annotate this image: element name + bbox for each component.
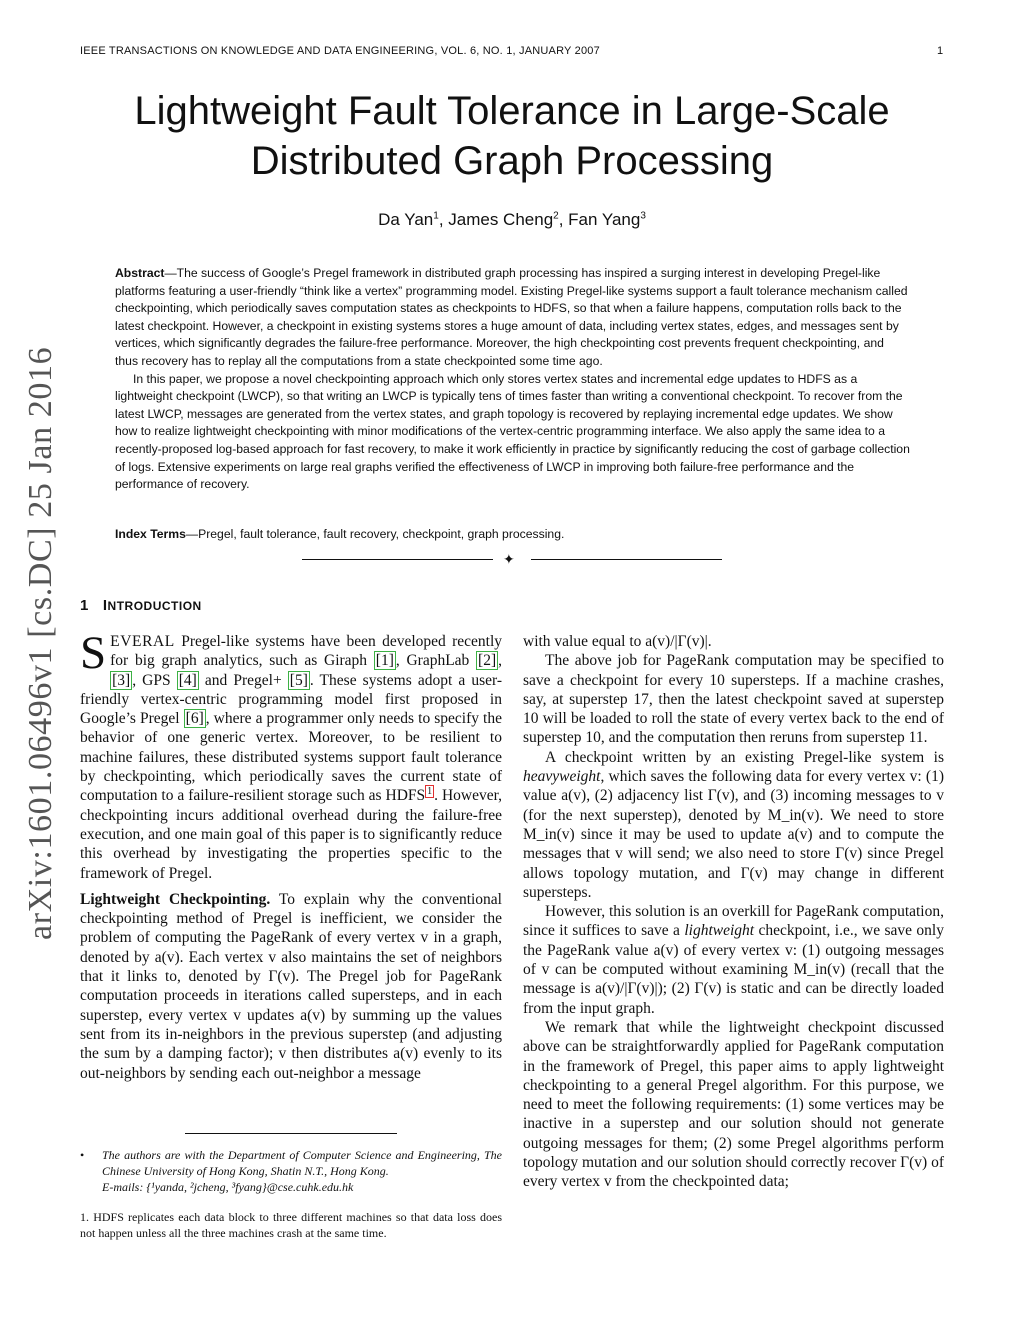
author-list: Da Yan$^1$, James Cheng$^2$, Fan Yang$^3$ [378, 210, 646, 229]
author-affil-mark: 2 [553, 210, 559, 222]
author-name: Da Yan [378, 210, 434, 229]
citation-link[interactable]: [5] [289, 671, 308, 689]
emphasis: lightweight [684, 922, 755, 940]
footnote-rule [185, 1133, 397, 1134]
right-column [523, 632, 944, 1192]
paragraph-heading: Lightweight Checkpointing. [80, 890, 271, 908]
title-line-2: Distributed Graph Processing [250, 139, 774, 183]
citation-link[interactable]: [4] [178, 671, 197, 689]
index-terms-label: Index Terms [115, 527, 186, 541]
abstract [115, 265, 910, 494]
citation-link[interactable]: [3] [112, 671, 131, 689]
section-title-initial: I [102, 597, 108, 614]
text-run: However, this solution is an overkill for PageRank computation, since it suffices to save a [523, 903, 944, 940]
right-paragraph-2: The above job for PageRank computation may be specified to save a checkpoint for every 10 supersteps. If a machine crashes, say, at superstep 17, then the latest checkpoint saved at superstep 10 will be loaded to roll the state of every vertex back to the end of superstep 10, and the computation then reruns from superstep 11. [523, 652, 944, 747]
citation-link[interactable]: [6] [185, 710, 204, 728]
footnote-1: 1. HDFS replicates each data block to three different machines so that data loss does not happen unless all the three machines crash at the same time. [80, 1210, 502, 1240]
text-run: , where a programmer only needs to specify the behavior of one generic vertex. Moreover, to be resilient to machine failures, these distributed systems support fault tolerance by checkpointing, which periodically saves the current state of computation to a failure-resilient storage such as HDFS [80, 710, 502, 805]
text-run: To explain why the conventional checkpointing method of Pregel is inefficient, we consider the problem of computing the PageRank of every vertex v in a graph, denoted by a(v). Each vertex v also maintains the set of neighbors that it links to, denoted by Γ(v). The Pregel job for PageRank computation proceeds in iterations called supersteps, and in each superstep, every vertex v updates a(v) by summing up the values sent from its in-neighbors in the previous superstep (and adjusting the sum by a damping factor); v then distributes a(v) evenly to its out-neighbors by sending each out-neighbor a message [80, 890, 502, 1082]
text-run: A checkpoint written by an existing Pregel-like system is [545, 748, 944, 766]
opening-small-caps: EVERAL [110, 633, 175, 650]
section-divider-right [531, 559, 722, 560]
author-affil-mark: 3 [640, 210, 646, 222]
author-name: Fan Yang [568, 210, 641, 229]
bullet-icon: • [80, 1148, 85, 1162]
paper-title [0, 86, 1024, 186]
abstract-paragraph-1: —The success of Google’s Pregel framework in distributed graph processing has inspired a surging interest in developing Pregel-like platforms featuring a user-friendly “think like a vertex” programming model. Existing Pregel-like systems support a fault tolerance mechanism called checkpointing, which periodically saves computation states as checkpoints to HDFS, so that when a failure happens, computation rolls back to the latest checkpoint. However, a checkpoint in existing systems stores a huge amount of data, including vertex states, edges, and messages sent by vertices, which significantly degrades the failure-free performance. Moreover, the high checkpointing cost prevents frequent checkpointing, and thus recovery has to replay all the computations from a state checkpointed some time ago. [115, 266, 908, 368]
emphasis: heavyweight [523, 768, 601, 786]
section-title-rest: NTRODUCTION [107, 599, 202, 613]
drop-cap: S [80, 627, 107, 679]
right-paragraph-1: with value equal to a(v)/|Γ(v)|. [523, 633, 712, 650]
divider-ornament-icon: ✦ [503, 551, 515, 567]
text-run: checkpoint, i.e., we save only the PageRank value a(v) of every vertex v: (1) outgoing messages of v can be computed without examining M_in(v) (recall that the message is a(v)/|Γ(v)|); (2) Γ(v) is static and can be directly loaded from the input graph. [523, 922, 944, 1017]
intro-paragraph-1 [80, 627, 503, 883]
author-affiliation-note [80, 1147, 502, 1195]
abstract-paragraph-2: In this paper, we propose a novel checkpointing approach which only stores vertex states and incremental edge updates to HDFS as a lightweight checkpoint (LWCP), so that writing an LWCP is typically tens of times faster than writing a conventional checkpoint. To recover from the latest LWCP, messages are generated from the vertex states, and graph topology is recovered by replaying incremental edge updates. We show how to realize lightweight checkpointing with minor modifications of the vertex-centric programming interface. We also apply the same idea to a recently-proposed log-based approach for fast recovery, to make it work efficiently in practice by significantly reducing the cost of garbage collection of logs. Extensive experiments on large real graphs verified the effectiveness of LWCP in improving both failure-free performance and the performance of recovery. [115, 371, 910, 492]
author-affil-mark: 1 [433, 210, 439, 222]
affiliation-text: The authors are with the Department of Computer Science and Engineering, The Chinese University of Hong Kong, Shatin N.T., Hong Kong. [102, 1148, 502, 1178]
text-run: , GPS [132, 671, 177, 689]
section-divider-left [302, 559, 493, 560]
index-terms-text: —Pregel, fault tolerance, fault recovery, checkpoint, graph processing. [185, 527, 565, 541]
text-run: , [498, 652, 502, 670]
right-paragraph-3 [523, 748, 944, 902]
page-number: 1 [937, 45, 944, 57]
author-name: James Cheng [448, 210, 554, 229]
citation-link[interactable]: [2] [478, 652, 497, 670]
intro-paragraph-2 [80, 890, 502, 1083]
text-run: Pregel-like systems have been developed recently for big graph analytics, such as Giraph [110, 633, 502, 670]
text-run: , which saves the following data for every vertex v: (1) value a(v), (2) adjacency list Γ(v), and (3) incoming messages to v (for the next superstep), denoted by M_in(v). We need to store M_in(v) since it may be used to update a(v) and to compute the messages that v will send; we also need to store Γ(v) since Pregel allows topology mutation, and Γ(v) may change in different supersteps. [523, 768, 944, 901]
right-paragraph-5: We remark that while the lightweight checkpoint discussed above can be straightforwardly applied for PageRank computation in the framework of Pregel, this paper aims to apply lightweight checkpointing to a general Pregel algorithm. For this purpose, we need to meet the following requirements: (1) some vertices may be inactive in a superstep and our solution should not generate outgoing messages for them; (2) some Pregel algorithms perform topology mutation and our solution should correctly recover Γ(v) of every vertex v from the checkpointed data; [523, 1018, 944, 1191]
citation-link[interactable]: [1] [375, 652, 394, 670]
text-run: and Pregel+ [198, 671, 288, 689]
text-run: , GraphLab [395, 652, 477, 670]
title-line-1: Lightweight Fault Tolerance in Large-Scale [134, 89, 890, 133]
section-heading [80, 597, 202, 614]
footnote-link[interactable]: 1 [427, 786, 433, 798]
abstract-label: Abstract [115, 266, 165, 280]
right-paragraph-4 [523, 902, 944, 1018]
text-run: . However, checkpointing incurs additional overhead during the failure-free execution, and one main goal of this paper is to significantly reduce this overhead by investigating the properties specific to the framework of Pregel. [80, 787, 503, 882]
index-terms [115, 527, 910, 541]
section-number: 1 [80, 597, 89, 614]
arxiv-stamp: arXiv:1601.06496v1 [cs.DC] 25 Jan 2016 [22, 346, 59, 940]
left-column [80, 627, 503, 1083]
author-emails: E-mails: {¹yanda, ²jcheng, ³fyang}@cse.cuhk.edu.hk [102, 1180, 354, 1194]
journal-header: IEEE TRANSACTIONS ON KNOWLEDGE AND DATA ENGINEERING, VOL. 6, NO. 1, JANUARY 2007 [80, 45, 600, 57]
text-run: . These systems adopt a user-friendly vertex-centric programming model first proposed in Google’s Pregel [80, 671, 503, 728]
